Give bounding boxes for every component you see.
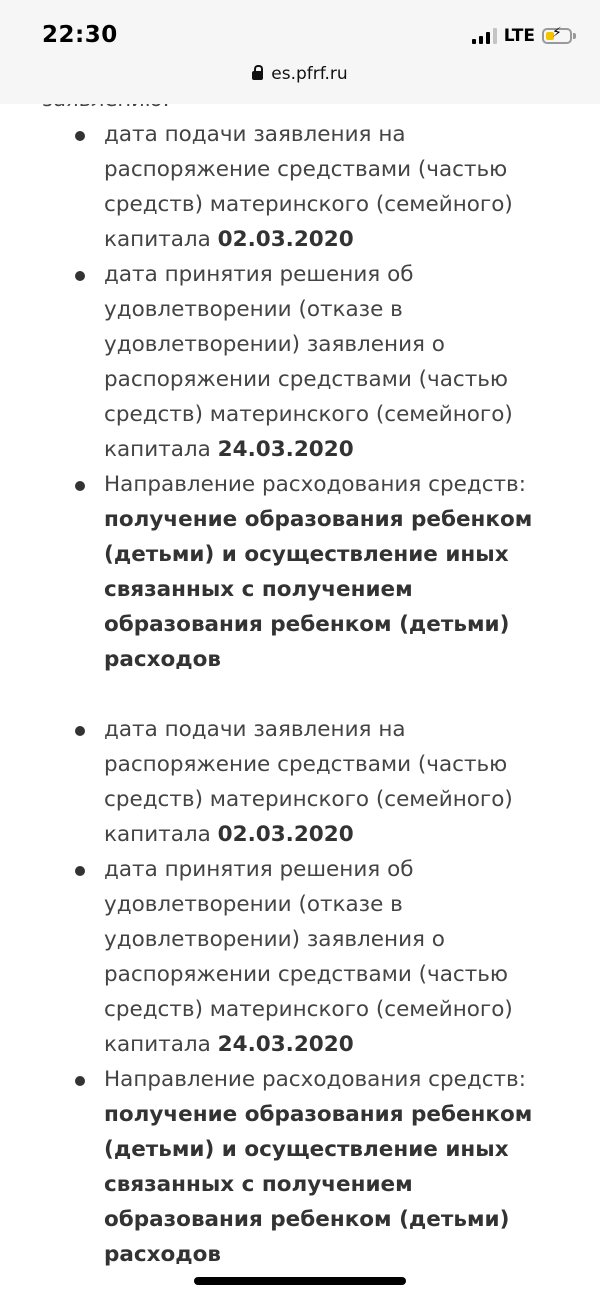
date-value: 02.03.2020 — [217, 822, 354, 847]
date-value: 24.03.2020 — [217, 437, 354, 462]
bullet-list-2 — [0, 712, 600, 1272]
url-text: es.pfrf.ru — [271, 64, 348, 84]
browser-top-bar — [0, 0, 600, 104]
status-indicators — [472, 26, 576, 46]
date-value: 02.03.2020 — [217, 227, 354, 252]
list-item: дата подачи заявления на распоряжение средствами (частью средств) материнского (семейного) капитала 02.03.2020 — [0, 712, 600, 852]
home-indicator[interactable] — [194, 1277, 406, 1285]
status-time: 22:30 — [42, 22, 118, 48]
bullet-list-1 — [0, 117, 600, 677]
network-label: LTE — [503, 26, 535, 46]
list-item: Направление расходования средств: получение образования ребенком (детьми) и осуществление иных связанных с получением образования ребенком (детьми) расходов — [0, 1062, 600, 1272]
direction-value: получение образования ребенком (детьми) и осуществление иных связанных с получением образования ребенком (детьми) расходов — [104, 507, 533, 672]
list-item: дата подачи заявления на распоряжение средствами (частью средств) материнского (семейного) капитала 02.03.2020 — [0, 117, 600, 257]
address-bar[interactable] — [0, 64, 600, 84]
page-content — [0, 82, 600, 1272]
direction-value: получение образования ребенком (детьми) и осуществление иных связанных с получением образования ребенком (детьми) расходов — [104, 1102, 533, 1267]
battery-charging-icon: ⚡ — [542, 28, 572, 44]
list-item: дата принятия решения об удовлетворении (отказе в удовлетворении) заявления о распоряжении средствами (частью средств) материнского (семейного) капитала 24.03.2020 — [0, 852, 600, 1062]
lock-icon — [252, 71, 263, 80]
battery-tip — [573, 33, 576, 39]
list-item: Направление расходования средств: получение образования ребенком (детьми) и осуществление иных связанных с получением образования ребенком (детьми) расходов — [0, 467, 600, 677]
date-value: 24.03.2020 — [217, 1032, 354, 1057]
spacer — [0, 677, 600, 712]
signal-icon — [472, 28, 497, 44]
list-item: дата принятия решения об удовлетворении (отказе в удовлетворении) заявления о распоряжении средствами (частью средств) материнского (семейного) капитала 24.03.2020 — [0, 257, 600, 467]
